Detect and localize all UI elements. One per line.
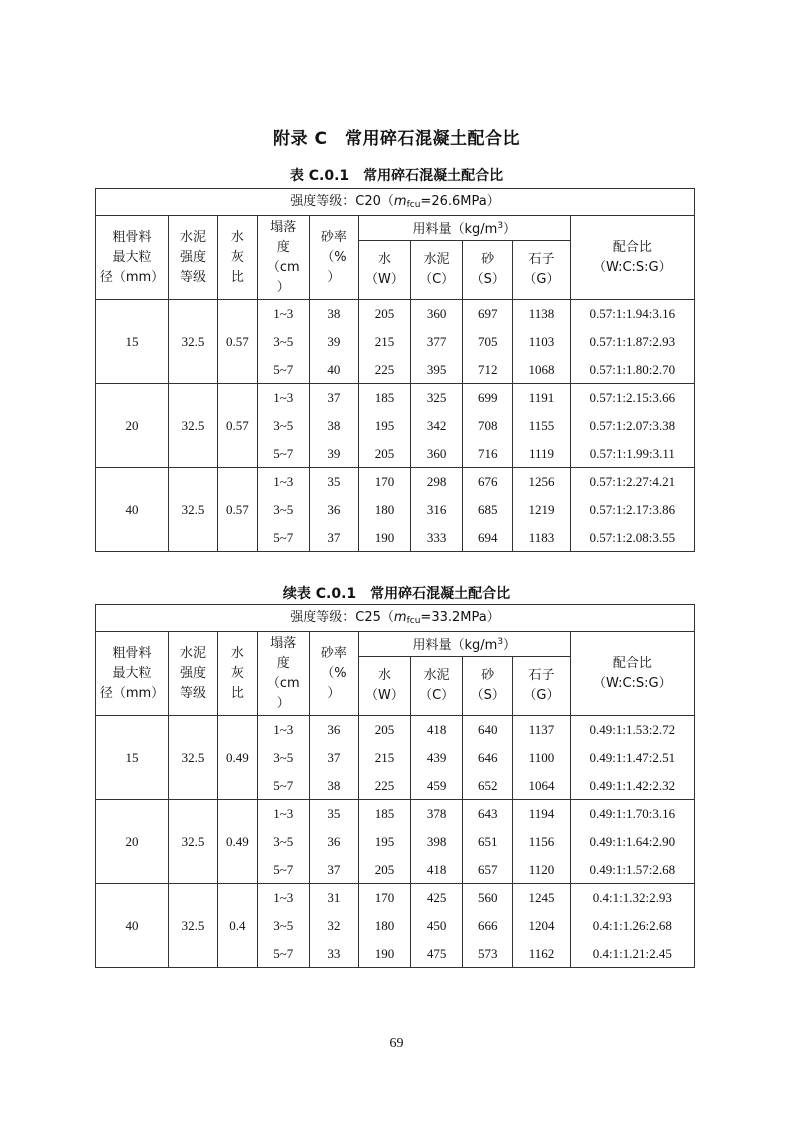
slump-cell: 1~3 — [257, 300, 309, 328]
sand-ratio-cell: 38 — [309, 412, 358, 440]
header-text: 用料量（kg/m — [412, 638, 498, 653]
strength-grade-symbol: m — [393, 193, 407, 209]
water-cell: 185 — [358, 384, 410, 412]
mix-ratio-cell: 0.4:1:1.26:2.68 — [570, 912, 694, 940]
header-text: 用料量（kg/m — [412, 222, 498, 237]
sand-cell: 685 — [463, 496, 513, 524]
header-text: 最大粒 — [112, 249, 152, 265]
sand-cell: 643 — [463, 800, 513, 828]
header-cement — [411, 241, 463, 300]
water-cell: 190 — [358, 940, 410, 968]
header-text: 粗骨料 — [112, 229, 152, 245]
mix-ratio-cell: 0.49:1:1.53:2.72 — [570, 716, 694, 744]
table-row — [96, 884, 695, 912]
stone-cell: 1137 — [513, 716, 570, 744]
cement-cell: 342 — [411, 412, 463, 440]
header-text: 石子 — [528, 252, 555, 267]
cement-grade-cell: 32.5 — [169, 716, 218, 800]
header-text: 砂率 — [320, 229, 347, 245]
stone-cell: 1100 — [513, 744, 570, 772]
stone-cell: 1194 — [513, 800, 570, 828]
header-text: 径（mm） — [99, 685, 165, 701]
header-max-aggregate — [96, 216, 169, 300]
header-text: ） — [503, 222, 517, 237]
slump-cell: 3~5 — [257, 912, 309, 940]
mix-ratio-cell: 0.4:1:1.21:2.45 — [570, 940, 694, 968]
cement-cell: 395 — [411, 356, 463, 384]
table-caption: 续表 C.0.1 常用碎石混凝土配合比 — [282, 586, 511, 602]
header-slump — [257, 216, 309, 300]
cement-cell: 377 — [411, 328, 463, 356]
header-text: 灰 — [230, 249, 244, 265]
slump-cell: 1~3 — [257, 468, 309, 496]
stone-cell: 1204 — [513, 912, 570, 940]
header-water — [358, 241, 410, 300]
water-cell: 195 — [358, 828, 410, 856]
cement-grade-cell: 32.5 — [169, 468, 218, 552]
header-text: 水泥 — [180, 229, 207, 245]
strength-grade-code: C20（ — [355, 193, 394, 209]
sand-ratio-cell: 35 — [309, 468, 358, 496]
aggregate-size-cell: 20 — [96, 800, 169, 884]
sand-cell: 657 — [463, 856, 513, 884]
header-cement-grade — [169, 216, 218, 300]
water-cell: 205 — [358, 300, 410, 328]
table-row — [96, 716, 695, 744]
header-text: 灰 — [230, 665, 244, 681]
header-text: 等级 — [180, 269, 207, 285]
header-water — [358, 657, 410, 716]
cement-cell: 360 — [411, 300, 463, 328]
header-water-cement — [218, 216, 258, 300]
slump-cell: 1~3 — [257, 384, 309, 412]
header-text: （W） — [365, 688, 404, 703]
aggregate-size-cell: 40 — [96, 884, 169, 968]
strength-grade-subscript: fcu — [406, 615, 421, 626]
mix-ratio-cell: 0.57:1:1.80:2.70 — [570, 356, 694, 384]
stone-cell: 1219 — [513, 496, 570, 524]
header-text: 配合比 — [612, 239, 652, 255]
header-text: 砂 — [481, 668, 495, 683]
header-text: 等级 — [180, 685, 207, 701]
header-text: （G） — [523, 272, 560, 287]
sand-ratio-cell: 36 — [309, 496, 358, 524]
sand-ratio-cell: 35 — [309, 800, 358, 828]
table-row — [96, 800, 695, 828]
stone-cell: 1256 — [513, 468, 570, 496]
mix-ratio-cell: 0.57:1:2.17:3.86 — [570, 496, 694, 524]
slump-cell: 3~5 — [257, 412, 309, 440]
water-cell: 205 — [358, 716, 410, 744]
sand-ratio-cell: 33 — [309, 940, 358, 968]
slump-cell: 3~5 — [257, 744, 309, 772]
mix-ratio-cell: 0.49:1:1.42:2.32 — [570, 772, 694, 800]
water-cell: 180 — [358, 496, 410, 524]
sand-ratio-cell: 37 — [309, 856, 358, 884]
slump-cell: 1~3 — [257, 884, 309, 912]
strength-grade-subscript: fcu — [406, 199, 421, 210]
sand-ratio-cell: 40 — [309, 356, 358, 384]
water-cement-ratio-cell: 0.57 — [218, 384, 258, 468]
stone-cell: 1103 — [513, 328, 570, 356]
water-cell: 205 — [358, 856, 410, 884]
appendix-title: 附录 C 常用碎石混凝土配合比 — [273, 129, 520, 149]
cement-cell: 425 — [411, 884, 463, 912]
sand-cell: 712 — [463, 356, 513, 384]
header-text: （W:C:S:G） — [593, 259, 672, 275]
header-mix-ratio — [570, 216, 694, 300]
table-row — [96, 300, 695, 328]
stone-cell: 1120 — [513, 856, 570, 884]
header-material-usage — [358, 216, 570, 241]
header-sand — [463, 657, 513, 716]
stone-cell: 1183 — [513, 524, 570, 552]
mix-ratio-cell: 0.57:1:1.94:3.16 — [570, 300, 694, 328]
header-text: 水泥 — [180, 645, 207, 661]
sand-ratio-cell: 36 — [309, 716, 358, 744]
slump-cell: 5~7 — [257, 772, 309, 800]
water-cell: 185 — [358, 800, 410, 828]
stone-cell: 1155 — [513, 412, 570, 440]
header-text: 水泥 — [423, 668, 450, 683]
sand-ratio-cell: 38 — [309, 772, 358, 800]
header-text: 水 — [230, 229, 244, 245]
aggregate-size-cell: 40 — [96, 468, 169, 552]
header-text: （cm — [266, 259, 300, 275]
header-text: 强度 — [180, 665, 207, 681]
header-max-aggregate — [96, 632, 169, 716]
cement-cell: 316 — [411, 496, 463, 524]
cement-cell: 398 — [411, 828, 463, 856]
header-text: 塌落 — [270, 219, 297, 235]
cement-cell: 333 — [411, 524, 463, 552]
mix-proportion-table-c20 — [95, 188, 695, 552]
cement-cell: 459 — [411, 772, 463, 800]
mix-ratio-cell: 0.57:1:2.07:3.38 — [570, 412, 694, 440]
aggregate-size-cell: 15 — [96, 300, 169, 384]
sand-cell: 573 — [463, 940, 513, 968]
sand-ratio-cell: 39 — [309, 440, 358, 468]
water-cell: 225 — [358, 356, 410, 384]
strength-grade-code: C25（ — [355, 609, 394, 625]
sand-ratio-cell: 37 — [309, 744, 358, 772]
header-text: 配合比 — [612, 655, 652, 671]
header-text: （G） — [523, 688, 560, 703]
sand-cell: 640 — [463, 716, 513, 744]
stone-cell: 1068 — [513, 356, 570, 384]
table-row — [96, 384, 695, 412]
slump-cell: 5~7 — [257, 440, 309, 468]
header-text: （C） — [419, 272, 455, 287]
header-text: （% — [321, 249, 347, 265]
table-row — [96, 468, 695, 496]
stone-cell: 1156 — [513, 828, 570, 856]
header-text: 比 — [230, 269, 244, 285]
slump-cell: 3~5 — [257, 328, 309, 356]
header-text: 水 — [377, 668, 391, 683]
water-cement-ratio-cell: 0.4 — [218, 884, 258, 968]
header-text: 度 — [276, 239, 290, 255]
header-text: 径（mm） — [99, 269, 165, 285]
header-water-cement — [218, 632, 258, 716]
header-text: （S） — [470, 688, 505, 703]
mix-proportion-table-c25 — [95, 604, 695, 968]
sand-ratio-cell: 37 — [309, 384, 358, 412]
stone-cell: 1064 — [513, 772, 570, 800]
sand-cell: 676 — [463, 468, 513, 496]
header-material-usage — [358, 632, 570, 657]
header-text: ） — [327, 269, 341, 285]
aggregate-size-cell: 15 — [96, 716, 169, 800]
sand-ratio-cell: 31 — [309, 884, 358, 912]
header-text: （% — [321, 665, 347, 681]
mix-ratio-cell: 0.4:1:1.32:2.93 — [570, 884, 694, 912]
sand-ratio-cell: 32 — [309, 912, 358, 940]
header-sand-ratio — [309, 216, 358, 300]
cement-cell: 450 — [411, 912, 463, 940]
header-text: 水 — [230, 645, 244, 661]
header-slump — [257, 632, 309, 716]
strength-grade-cell — [96, 605, 695, 632]
slump-cell: 3~5 — [257, 828, 309, 856]
stone-cell: 1191 — [513, 384, 570, 412]
stone-cell: 1138 — [513, 300, 570, 328]
cement-grade-cell: 32.5 — [169, 384, 218, 468]
header-text: （W:C:S:G） — [593, 675, 672, 691]
header-text: ） — [276, 695, 290, 711]
sand-cell: 560 — [463, 884, 513, 912]
header-text: ） — [276, 279, 290, 295]
water-cell: 170 — [358, 884, 410, 912]
slump-cell: 5~7 — [257, 856, 309, 884]
mix-ratio-cell: 0.57:1:2.08:3.55 — [570, 524, 694, 552]
water-cell: 170 — [358, 468, 410, 496]
header-cement-grade — [169, 632, 218, 716]
water-cell: 190 — [358, 524, 410, 552]
cement-cell: 418 — [411, 856, 463, 884]
water-cell: 225 — [358, 772, 410, 800]
mix-ratio-cell: 0.49:1:1.70:3.16 — [570, 800, 694, 828]
strength-grade-value: =33.2MPa） — [420, 609, 500, 625]
header-text: （W） — [365, 272, 404, 287]
water-cell: 195 — [358, 412, 410, 440]
header-text: 砂 — [481, 252, 495, 267]
strength-grade-label: 强度等级： — [290, 609, 356, 625]
header-text: ） — [327, 685, 341, 701]
stone-cell: 1162 — [513, 940, 570, 968]
sand-ratio-cell: 39 — [309, 328, 358, 356]
header-text: （cm — [266, 675, 300, 691]
water-cell: 180 — [358, 912, 410, 940]
slump-cell: 3~5 — [257, 496, 309, 524]
sand-cell: 694 — [463, 524, 513, 552]
header-sand-ratio — [309, 632, 358, 716]
water-cement-ratio-cell: 0.57 — [218, 468, 258, 552]
sand-cell: 716 — [463, 440, 513, 468]
stone-cell: 1245 — [513, 884, 570, 912]
mix-ratio-cell: 0.57:1:1.99:3.11 — [570, 440, 694, 468]
cement-grade-cell: 32.5 — [169, 884, 218, 968]
mix-ratio-cell: 0.57:1:2.27:4.21 — [570, 468, 694, 496]
cement-grade-cell: 32.5 — [169, 300, 218, 384]
strength-grade-cell — [96, 189, 695, 216]
sand-ratio-cell: 38 — [309, 300, 358, 328]
sand-cell: 708 — [463, 412, 513, 440]
sand-cell: 705 — [463, 328, 513, 356]
header-superscript: 3 — [497, 221, 504, 231]
header-text: 塌落 — [270, 635, 297, 651]
header-text: 砂率 — [320, 645, 347, 661]
stone-cell: 1119 — [513, 440, 570, 468]
strength-grade-value: =26.6MPa） — [420, 193, 500, 209]
slump-cell: 1~3 — [257, 800, 309, 828]
header-text: ） — [503, 638, 517, 653]
water-cell: 215 — [358, 328, 410, 356]
cement-cell: 378 — [411, 800, 463, 828]
aggregate-size-cell: 20 — [96, 384, 169, 468]
strength-grade-symbol: m — [393, 609, 407, 625]
header-mix-ratio — [570, 632, 694, 716]
cement-cell: 298 — [411, 468, 463, 496]
sand-cell: 666 — [463, 912, 513, 940]
header-text: 石子 — [528, 668, 555, 683]
header-cement — [411, 657, 463, 716]
cement-cell: 439 — [411, 744, 463, 772]
header-text: 水 — [377, 252, 391, 267]
slump-cell: 1~3 — [257, 716, 309, 744]
header-stone — [513, 657, 570, 716]
header-text: （C） — [419, 688, 455, 703]
slump-cell: 5~7 — [257, 356, 309, 384]
cement-grade-cell: 32.5 — [169, 800, 218, 884]
slump-cell: 5~7 — [257, 524, 309, 552]
mix-ratio-cell: 0.57:1:1.87:2.93 — [570, 328, 694, 356]
header-text: （S） — [470, 272, 505, 287]
sand-cell: 646 — [463, 744, 513, 772]
mix-ratio-cell: 0.49:1:1.57:2.68 — [570, 856, 694, 884]
header-text: 最大粒 — [112, 665, 152, 681]
header-superscript: 3 — [497, 637, 504, 647]
header-text: 比 — [230, 685, 244, 701]
sand-cell: 699 — [463, 384, 513, 412]
strength-grade-label: 强度等级： — [290, 193, 356, 209]
mix-ratio-cell: 0.57:1:2.15:3.66 — [570, 384, 694, 412]
header-stone — [513, 241, 570, 300]
sand-cell: 651 — [463, 828, 513, 856]
sand-cell: 652 — [463, 772, 513, 800]
slump-cell: 5~7 — [257, 940, 309, 968]
sand-ratio-cell: 36 — [309, 828, 358, 856]
header-text: 粗骨料 — [112, 645, 152, 661]
header-sand — [463, 241, 513, 300]
water-cement-ratio-cell: 0.49 — [218, 800, 258, 884]
cement-cell: 360 — [411, 440, 463, 468]
header-text: 强度 — [180, 249, 207, 265]
cement-cell: 475 — [411, 940, 463, 968]
water-cell: 215 — [358, 744, 410, 772]
sand-ratio-cell: 37 — [309, 524, 358, 552]
water-cement-ratio-cell: 0.57 — [218, 300, 258, 384]
table-caption: 表 C.0.1 常用碎石混凝土配合比 — [289, 168, 504, 184]
mix-ratio-cell: 0.49:1:1.47:2.51 — [570, 744, 694, 772]
cement-cell: 418 — [411, 716, 463, 744]
cement-cell: 325 — [411, 384, 463, 412]
header-text: 度 — [276, 655, 290, 671]
water-cell: 205 — [358, 440, 410, 468]
water-cement-ratio-cell: 0.49 — [218, 716, 258, 800]
sand-cell: 697 — [463, 300, 513, 328]
header-text: 水泥 — [423, 252, 450, 267]
page-number: 69 — [389, 1036, 404, 1051]
mix-ratio-cell: 0.49:1:1.64:2.90 — [570, 828, 694, 856]
